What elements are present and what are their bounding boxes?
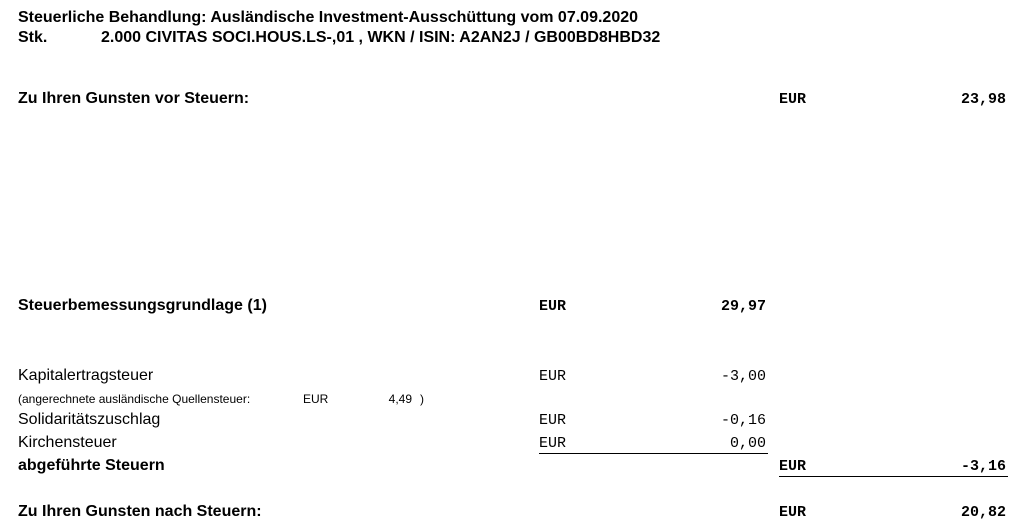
total-taxes-label: abgeführte Steuern xyxy=(18,457,165,474)
tax-base-label: Steuerbemessungsgrundlage (1) xyxy=(18,297,267,314)
credited-withholding-amount: 4,49 xyxy=(388,392,412,406)
church-tax-currency: EUR xyxy=(539,435,567,452)
church-tax-amount: 0,00 xyxy=(729,435,766,452)
tax-base-currency: EUR xyxy=(539,298,567,315)
total-taxes-currency: EUR xyxy=(779,458,807,475)
solidarity-surcharge-amount: -0,16 xyxy=(720,412,766,429)
tax-base-amount: 29,97 xyxy=(720,298,766,315)
capital-gains-tax-currency: EUR xyxy=(539,368,567,385)
stk-label: Stk. xyxy=(18,29,48,46)
credited-withholding-label: (angerechnete ausländische Quellensteuer: xyxy=(18,392,251,406)
before-tax-label: Zu Ihren Gunsten vor Steuern: xyxy=(18,90,250,107)
total-taxes-amount: -3,16 xyxy=(960,458,1006,475)
credited-withholding-currency: EUR xyxy=(303,392,329,406)
solidarity-surcharge-currency: EUR xyxy=(539,412,567,429)
security-details: 2.000 CIVITAS SOCI.HOUS.LS-,01 , WKN / ISIN: A2AN2J / GB00BD8HBD32 xyxy=(101,29,661,46)
document-title: Steuerliche Behandlung: Ausländische Investment-Ausschüttung vom 07.09.2020 xyxy=(18,9,639,26)
after-tax-currency: EUR xyxy=(779,504,807,521)
credited-withholding-close: ) xyxy=(420,392,424,406)
before-tax-currency: EUR xyxy=(779,91,807,108)
before-tax-amount: 23,98 xyxy=(960,91,1006,108)
capital-gains-tax-amount: -3,00 xyxy=(720,368,766,385)
solidarity-surcharge-label: Solidaritätszuschlag xyxy=(18,411,161,428)
capital-gains-tax-label: Kapitalertragsteuer xyxy=(18,367,154,384)
church-tax-label: Kirchensteuer xyxy=(18,434,117,451)
after-tax-label: Zu Ihren Gunsten nach Steuern: xyxy=(18,503,262,520)
after-tax-amount: 20,82 xyxy=(960,504,1006,521)
